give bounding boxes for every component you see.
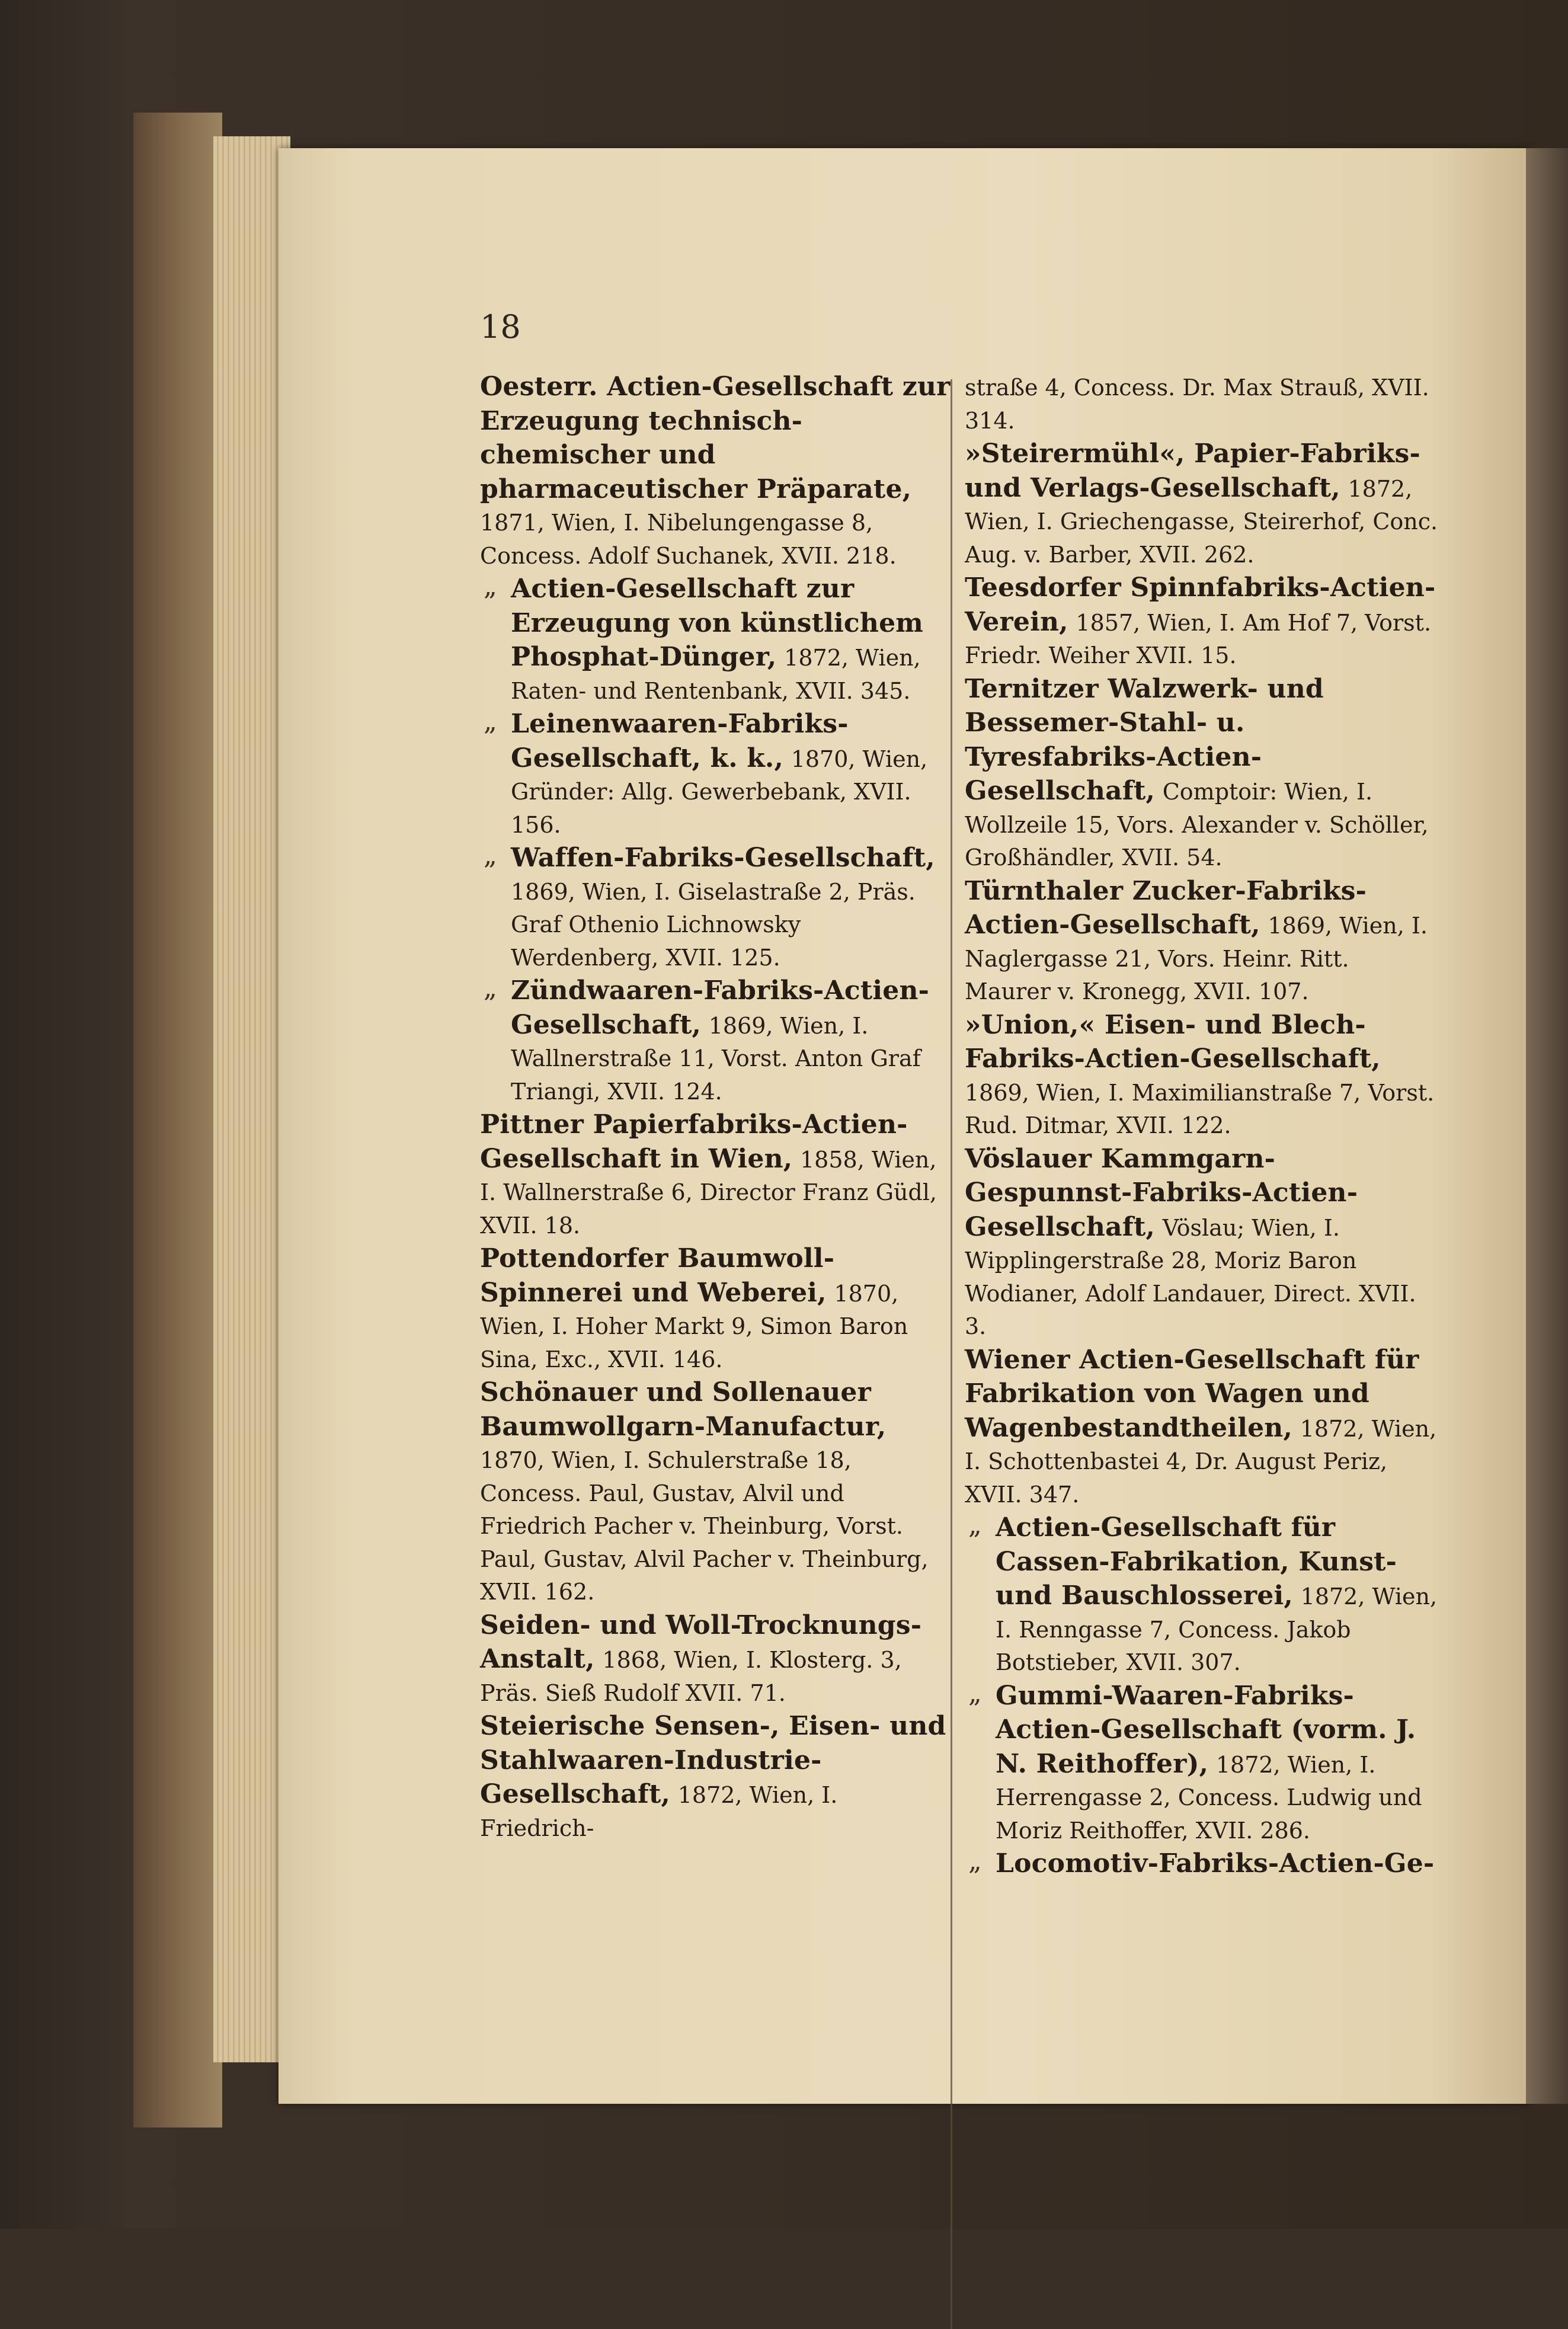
list-item <box>480 572 954 708</box>
list-item <box>965 673 1439 875</box>
company-name: Waffen-Fabriks-Gesellschaft, <box>511 843 935 873</box>
company-details: 1872, Wien, I. Griechengasse, Steirerhof, Conc. Aug. v. Barber, XVII. 262. <box>965 475 1438 568</box>
list-item <box>480 1376 954 1609</box>
company-name: Actien-Gesellschaft für Cassen-Fabrikation, Kunst- und Bauschlosserei, <box>996 1512 1397 1611</box>
company-details: 1870, Wien, I. Schulerstraße 18, Concess. Paul, Gustav, Alvil und Friedrich Pacher v. Theinburg, Vorst. Paul, Gustav, Alvil Pacher v. Theinburg, XVII. 162. <box>480 1447 929 1605</box>
list-item <box>480 1242 954 1376</box>
list-item <box>480 974 954 1108</box>
list-item <box>480 708 954 842</box>
company-name: Vöslauer Kammgarn-Gespunnst-Fabriks-Actien-Gesellschaft, <box>965 1143 1358 1242</box>
list-item <box>480 842 954 974</box>
company-details: 1858, Wien, I. Wallnerstraße 6, Director Franz Güdl, XVII. 18. <box>480 1146 937 1239</box>
company-details: 1872, Wien, Raten- und Rentenbank, XVII. 345. <box>511 645 921 704</box>
company-details: 1869, Wien, I. Giselastraße 2, Präs. Graf Othenio Lichnowsky Werdenberg, XVII. 125. <box>511 878 916 971</box>
right-column <box>965 370 1439 1882</box>
company-name: Actien-Gesellschaft zur Erzeugung von künstlichem Phosphat-Dünger, <box>511 574 924 672</box>
company-details: 1870, Wien, Gründer: Allg. Gewerbebank, XVII. 156. <box>511 746 928 838</box>
list-item <box>965 370 1439 437</box>
left-column <box>480 370 954 1845</box>
page-number: 18 <box>480 308 521 345</box>
list-item <box>965 1009 1439 1143</box>
company-details: Vöslau; Wien, I. Wipplingerstraße 28, Moriz Baron Wodianer, Adolf Landauer, Direct. XVII. 3. <box>965 1214 1416 1339</box>
company-name: »Union,« Eisen- und Blech-Fabriks-Actien-Gesellschaft, <box>965 1009 1381 1074</box>
company-name: Zündwaaren-Fabriks-Actien-Gesellschaft, <box>511 975 930 1040</box>
company-name: Locomotiv-Fabriks-Actien-Ge- <box>996 1848 1435 1879</box>
list-item <box>965 1847 1439 1882</box>
company-details: 1872, Wien, I. Herrengasse 2, Concess. Ludwig und Moriz Reithoffer, XVII. 286. <box>996 1751 1422 1844</box>
company-details: 1868, Wien, I. Klosterg. 3, Präs. Sieß Rudolf XVII. 71. <box>480 1647 902 1706</box>
list-item <box>965 437 1439 571</box>
company-details: 1872, Wien, I. Schottenbastei 4, Dr. August Periz, XVII. 347. <box>965 1415 1437 1508</box>
company-name: Gummi-Waaren-Fabriks-Actien-Gesellschaft (vorm. J. N. Reithoffer), <box>996 1680 1416 1779</box>
company-details: 1872, Wien, I. Friedrich- <box>480 1782 838 1841</box>
list-item <box>480 1108 954 1242</box>
company-details: 1871, Wien, I. Nibelungengasse 8, Concess. Adolf Suchanek, XVII. 218. <box>480 510 897 569</box>
company-name: Steierische Sensen-, Eisen- und Stahlwaaren-Industrie-Gesellschaft, <box>480 1711 946 1809</box>
company-details: 1869, Wien, I. Naglergasse 21, Vors. Heinr. Ritt. Maurer v. Kronegg, XVII. 107. <box>965 913 1428 1004</box>
company-details: Comptoir: Wien, I. Wollzeile 15, Vors. Alexander v. Schöller, Großhändler, XVII. 54. <box>965 779 1429 871</box>
book-binding <box>133 113 222 2128</box>
company-details: 1870, Wien, I. Hoher Markt 9, Simon Baron Sina, Exc., XVII. 146. <box>480 1280 908 1373</box>
company-name: Wiener Actien-Gesellschaft für Fabrikation von Wagen und Wagenbestandtheilen, <box>965 1344 1419 1443</box>
company-details: straße 4, Concess. Dr. Max Strauß, XVII. 314. <box>965 375 1429 434</box>
company-name: Ternitzer Walzwerk- und Bessemer-Stahl- u. Tyresfabriks-Actien-Gesellschaft, <box>965 673 1324 806</box>
right-page-edge <box>1526 148 1568 2104</box>
list-item <box>480 1710 954 1845</box>
company-name: Teesdorfer Spinnfabriks-Actien-Verein, <box>965 572 1436 637</box>
list-item <box>480 370 954 572</box>
list-item <box>965 1143 1439 1343</box>
list-item <box>965 1511 1439 1679</box>
company-details: 1857, Wien, I. Am Hof 7, Vorst. Friedr. Weiher XVII. 15. <box>965 609 1432 668</box>
company-details: 1869, Wien, I. Wallnerstraße 11, Vorst. Anton Graf Triangi, XVII. 124. <box>511 1012 921 1105</box>
company-details: 1872, Wien, I. Renngasse 7, Concess. Jakob Botstieber, XVII. 307. <box>996 1583 1438 1675</box>
company-name: Türnthaler Zucker-Fabriks-Actien-Gesellschaft, <box>965 875 1367 940</box>
company-name: Leinenwaaren-Fabriks-Gesellschaft, k. k., <box>511 709 849 773</box>
company-details: 1869, Wien, I. Maximilianstraße 7, Vorst. Rud. Ditmar, XVII. 122. <box>965 1079 1435 1138</box>
list-item <box>965 875 1439 1009</box>
list-item <box>965 571 1439 673</box>
company-name: Pottendorfer Baumwoll-Spinnerei und Weberei, <box>480 1243 835 1308</box>
company-name: Schönauer und Sollenauer Baumwollgarn-Manufactur, <box>480 1377 887 1442</box>
list-item <box>480 1609 954 1710</box>
company-name: Pittner Papierfabriks-Actien-Gesellschaft in Wien, <box>480 1109 908 1174</box>
company-name: Seiden- und Woll-Trocknungs-Anstalt, <box>480 1610 922 1674</box>
list-item <box>965 1679 1439 1848</box>
company-name: Oesterr. Actien-Gesellschaft zur Erzeugung technisch-chemischer und pharmaceutischer Präparate, <box>480 372 951 504</box>
column-divider <box>951 379 952 2329</box>
list-item <box>965 1343 1439 1512</box>
company-name: »Steirermühl«, Papier-Fabriks- und Verlags-Gesellschaft, <box>965 439 1420 503</box>
